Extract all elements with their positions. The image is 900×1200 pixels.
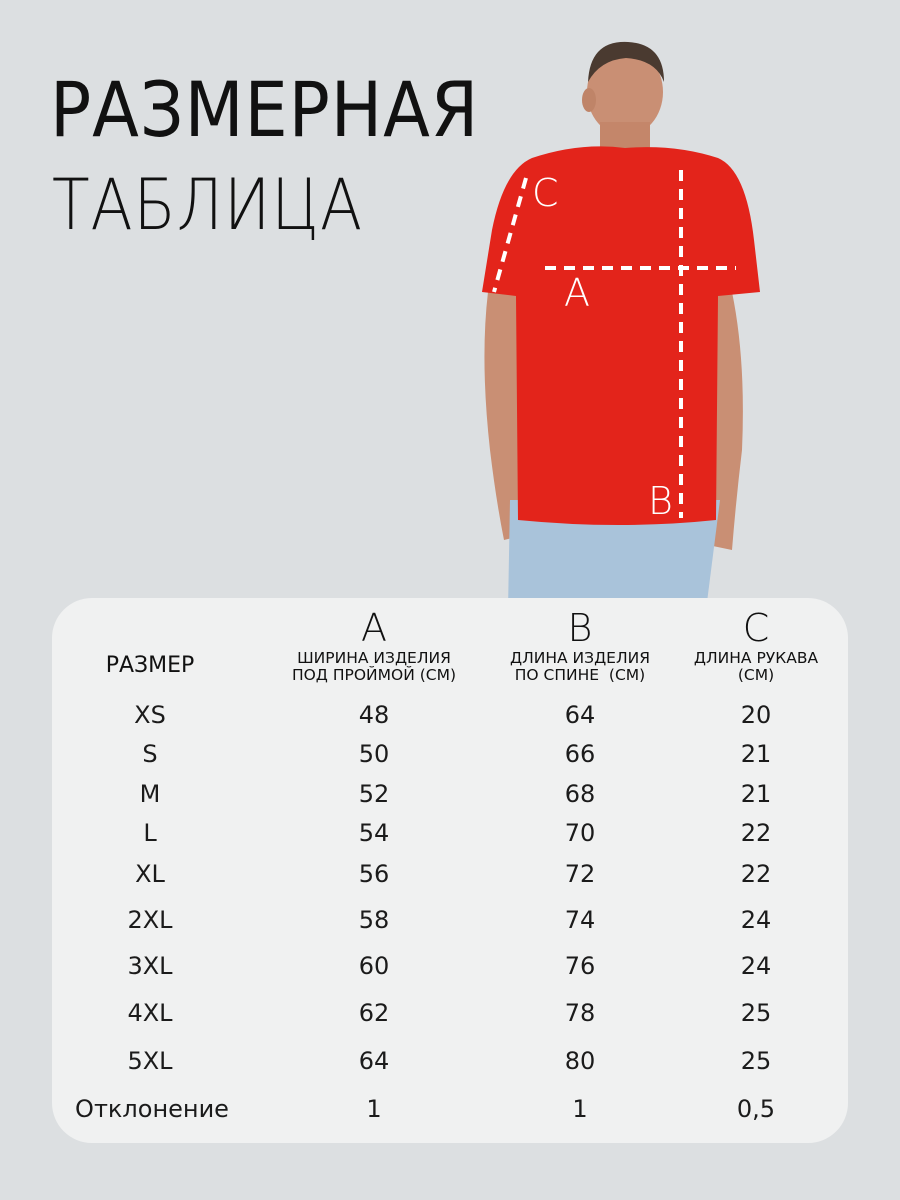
b-cell: 1 — [572, 1095, 588, 1123]
column-b-desc-line2: ПО СПИНЕ (СМ) — [514, 666, 646, 684]
ear — [582, 88, 596, 112]
b-cell: 74 — [564, 906, 596, 934]
a-cell: 52 — [358, 780, 390, 808]
b-cell: 72 — [564, 860, 596, 888]
marker-label-c: C — [532, 171, 559, 215]
size-cell: L — [143, 819, 157, 847]
b-cell: 64 — [564, 701, 596, 729]
size-cell: S — [142, 740, 158, 768]
c-cell: 22 — [740, 819, 772, 847]
c-cell: 0,5 — [736, 1095, 776, 1123]
a-cell: 54 — [358, 819, 390, 847]
b-cell: 70 — [564, 819, 596, 847]
table-row — [52, 993, 848, 1033]
b-cell: 76 — [564, 952, 596, 980]
model-tshirt-figure — [470, 30, 780, 610]
size-cell: 3XL — [127, 952, 173, 980]
table-row — [52, 813, 848, 853]
a-cell: 62 — [358, 999, 390, 1027]
c-cell: 21 — [740, 740, 772, 768]
column-b-letter: B — [567, 606, 593, 650]
a-cell: 58 — [358, 906, 390, 934]
table-row — [52, 695, 848, 735]
c-cell: 22 — [740, 860, 772, 888]
table-row — [52, 946, 848, 986]
deviation-label: Отклонение — [75, 1095, 229, 1123]
size-table — [52, 598, 848, 1143]
size-cell: 4XL — [127, 999, 173, 1027]
column-a-letter: A — [361, 606, 387, 650]
size-cell: M — [139, 780, 161, 808]
column-c-desc-line1: ДЛИНА РУКАВА — [693, 649, 819, 667]
table-row-deviation — [52, 1089, 848, 1129]
c-cell: 25 — [740, 1047, 772, 1075]
marker-label-a: A — [564, 271, 590, 315]
column-c-description — [664, 650, 848, 684]
title-line-1: РАЗМЕРНАЯ — [50, 65, 480, 154]
column-b-description — [480, 650, 680, 684]
title-line-2: ТАБЛИЦА — [52, 164, 363, 246]
table-row — [52, 1041, 848, 1081]
table-row — [52, 774, 848, 814]
marker-label-b: B — [648, 479, 673, 523]
c-cell: 21 — [740, 780, 772, 808]
column-a-desc-line1: ШИРИНА ИЗДЕЛИЯ — [297, 649, 451, 667]
column-c-letter: C — [742, 606, 770, 650]
model-illustration — [470, 30, 780, 610]
size-cell: XL — [135, 860, 165, 888]
a-cell: 1 — [366, 1095, 382, 1123]
size-cell: XS — [134, 701, 166, 729]
b-cell: 68 — [564, 780, 596, 808]
size-cell: 2XL — [127, 906, 173, 934]
size-cell: 5XL — [127, 1047, 173, 1075]
size-column-header: РАЗМЕР — [105, 653, 195, 678]
b-cell: 66 — [564, 740, 596, 768]
b-cell: 78 — [564, 999, 596, 1027]
b-cell: 80 — [564, 1047, 596, 1075]
a-cell: 64 — [358, 1047, 390, 1075]
a-cell: 48 — [358, 701, 390, 729]
a-cell: 56 — [358, 860, 390, 888]
a-cell: 60 — [358, 952, 390, 980]
a-cell: 50 — [358, 740, 390, 768]
table-row — [52, 854, 848, 894]
c-cell: 25 — [740, 999, 772, 1027]
c-cell: 20 — [740, 701, 772, 729]
c-cell: 24 — [740, 906, 772, 934]
column-b-desc-line1: ДЛИНА ИЗДЕЛИЯ — [510, 649, 650, 667]
c-cell: 24 — [740, 952, 772, 980]
table-row — [52, 900, 848, 940]
column-a-description — [274, 650, 474, 684]
column-c-desc-line2: (СМ) — [737, 666, 775, 684]
column-a-desc-line2: ПОД ПРОЙМОЙ (СМ) — [291, 666, 457, 684]
table-row — [52, 734, 848, 774]
